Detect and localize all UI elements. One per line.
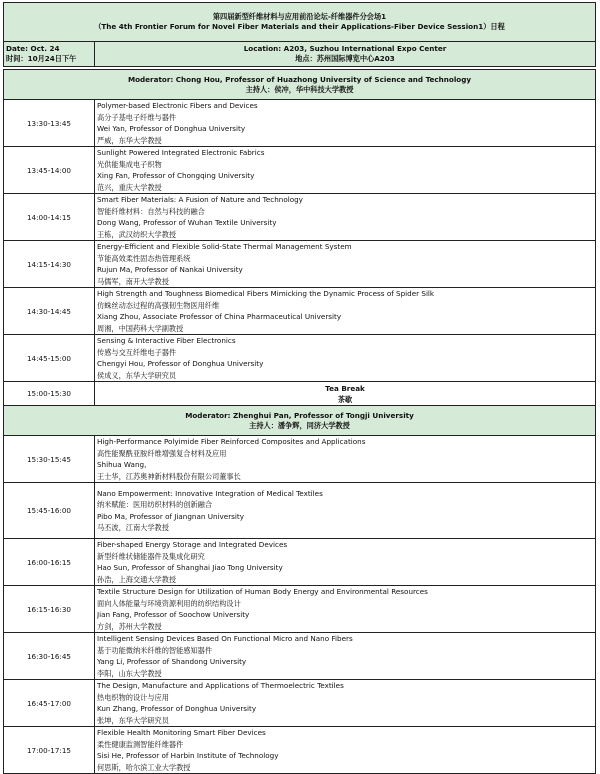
talk-time: 14:30-14:45	[4, 288, 95, 335]
talk-title-en: High Strength and Toughness Biomedical Fibers Mimicking the Dynamic Process of Spider Silk	[97, 289, 435, 298]
break-label-en: Tea Break	[325, 383, 365, 393]
talk-details	[95, 288, 596, 335]
talk-row	[4, 288, 596, 335]
talk-title-cn: 新型纤维状储能器件及集成化研究	[97, 551, 205, 561]
talk-title-en: Sunlight Powered Integrated Electronic Fabrics	[97, 148, 265, 157]
speaker-en: Shihua Wang,	[97, 460, 147, 469]
speaker-cn: 范兴，重庆大学教授	[97, 182, 162, 192]
date-cell	[4, 42, 95, 67]
page-title	[4, 3, 596, 42]
talk-row	[4, 586, 596, 633]
location-cn: 地点：苏州国际博览中心A203	[295, 54, 395, 63]
talk-title-cn: 节能高效柔性固态热管理系统	[97, 253, 191, 263]
date-cn: 时间：10月24日下午	[6, 54, 77, 63]
talk-time: 16:15-16:30	[4, 586, 95, 633]
talk-title-en: Nano Empowerment: Innovative Integration of Medical Textiles	[97, 488, 323, 498]
break-label-cn: 茶歇	[337, 394, 353, 404]
talk-row	[4, 633, 596, 680]
title-row	[4, 3, 596, 42]
moderator-row	[4, 406, 596, 436]
talk-title-en: Intelligent Sensing Devices Based On Functional Micro and Nano Fibers	[97, 634, 353, 643]
talk-details	[95, 100, 596, 147]
talk-row	[4, 680, 596, 727]
location-en: Location: A203, Suzhou International Expo Center	[243, 44, 447, 53]
speaker-cn: 张坤，东华大学研究员	[97, 715, 169, 725]
talk-time: 14:45-15:00	[4, 335, 95, 382]
title-en: （The 4th Frontier Forum for Novel Fiber Materials and their Applications-Fiber Device Session1）日程	[94, 22, 505, 31]
info-row	[4, 42, 596, 67]
break-cell	[95, 382, 596, 406]
talk-row	[4, 147, 596, 194]
moderator-cell	[4, 406, 596, 436]
talk-details	[95, 539, 596, 586]
talk-title-cn: 智能纤维材料：自然与科技的融合	[97, 206, 205, 216]
talk-row	[4, 100, 596, 147]
speaker-en: Dong Wang, Professor of Wuhan Textile University	[97, 218, 277, 227]
talk-details	[95, 586, 596, 633]
talk-title-cn: 传感与交互纤维电子器件	[97, 347, 177, 357]
talk-details	[95, 727, 596, 774]
speaker-en: Sisi He, Professor of Harbin Institute of Technology	[97, 751, 279, 760]
talk-title-en: Textile Structure Design for Utilization of Human Body Energy and Environmental Resources	[97, 587, 428, 596]
talk-title-en: High-Performance Polyimide Fiber Reinforced Composites and Applications	[97, 437, 366, 446]
moderator-en: Moderator: Chong Hou, Professor of Huazhong University of Science and Technology	[127, 74, 472, 84]
schedule-sheet	[3, 2, 595, 774]
talk-title-cn: 仿蛛丝动态过程的高强韧生物医用纤维	[97, 300, 220, 310]
talk-title-en: The Design, Manufacture and Applications of Thermoelectric Textiles	[97, 681, 344, 690]
talk-title-cn: 热电织物的设计与应用	[97, 692, 169, 702]
talk-title-en: Fiber-shaped Energy Storage and Integrated Devices	[97, 540, 288, 549]
speaker-en: Chengyi Hou, Professor of Donghua University	[97, 359, 264, 368]
break-row	[4, 382, 596, 406]
moderator-cn: 主持人：潘争辉，同济大学教授	[249, 420, 350, 430]
talk-details	[95, 335, 596, 382]
moderator-cn: 主持人：侯冲，华中科技大学教授	[245, 84, 354, 94]
talk-row	[4, 436, 596, 483]
talk-title-cn: 纳米赋能：医用纺织材料的创新融合	[97, 500, 213, 509]
speaker-cn: 何思斯，哈尔滨工业大学教授	[97, 762, 191, 772]
talk-title-en: Smart Fiber Materials: A Fusion of Nature and Technology	[97, 195, 303, 204]
talk-time: 13:30-13:45	[4, 100, 95, 147]
talk-title-cn: 面向人体能量与环境资源利用的纺织结构设计	[97, 598, 241, 608]
talk-details	[95, 147, 596, 194]
talk-time: 14:15-14:30	[4, 241, 95, 288]
talk-row	[4, 539, 596, 586]
break-time: 15:00-15:30	[4, 382, 95, 406]
talk-time: 15:30-15:45	[4, 436, 95, 483]
speaker-en: Kun Zhang, Professor of Donghua University	[97, 704, 257, 713]
speaker-cn: 孙浩，上海交通大学教授	[97, 574, 177, 584]
speaker-en: Jian Fang, Professor of Soochow University	[97, 610, 250, 619]
speaker-cn: 马丕波，江南大学教授	[97, 523, 169, 532]
talk-time: 14:00-14:15	[4, 194, 95, 241]
moderator-row	[4, 70, 596, 100]
speaker-en: Rujun Ma, Professor of Nankai University	[97, 265, 243, 274]
location-cell	[95, 42, 596, 67]
talk-details	[95, 194, 596, 241]
talk-title-en: Flexible Health Monitoring Smart Fiber Devices	[97, 728, 266, 737]
speaker-en: Pibo Ma, Professor of Jiangnan University	[97, 511, 244, 521]
speaker-cn: 马儒军，南开大学教授	[97, 276, 169, 286]
talk-title-en: Energy-Efficient and Flexible Solid-State Thermal Management System	[97, 242, 352, 251]
speaker-cn: 王士华，江苏奥神新材料股份有限公司董事长	[97, 471, 241, 481]
speaker-en: Yang Li, Professor of Shandong University	[97, 657, 247, 666]
talk-title-en: Polymer-based Electronic Fibers and Devices	[97, 101, 258, 110]
speaker-en: Xiang Zhou, Associate Professor of China Pharmaceutical University	[97, 312, 342, 321]
talk-title-cn: 柔性健康监测智能纤维器件	[97, 739, 184, 749]
speaker-cn: 周湘，中国药科大学副教授	[97, 323, 184, 333]
speaker-en: Hao Sun, Professor of Shanghai Jiao Tong University	[97, 563, 283, 572]
speaker-cn: 王栋，武汉纺织大学教授	[97, 229, 177, 239]
speaker-en: Wei Yan, Professor of Donghua University	[97, 124, 246, 133]
moderator-cell	[4, 70, 596, 100]
talk-row	[4, 241, 596, 288]
talk-time: 17:00-17:15	[4, 727, 95, 774]
moderator-en: Moderator: Zhenghui Pan, Professor of Tongji University	[185, 410, 414, 420]
talk-title-en: Sensing & Interactive Fiber Electronics	[97, 336, 236, 345]
talk-details	[95, 633, 596, 680]
talk-details	[95, 680, 596, 727]
talk-row	[4, 194, 596, 241]
speaker-cn: 李阳，山东大学教授	[97, 668, 162, 678]
talk-details	[95, 436, 596, 483]
talk-details	[95, 241, 596, 288]
date-en: Date: Oct. 24	[6, 44, 60, 53]
talk-time: 13:45-14:00	[4, 147, 95, 194]
talk-row	[4, 483, 596, 539]
speaker-en: Xing Fan, Professor of Chongqing University	[97, 171, 255, 180]
talk-title-cn: 光供能集成电子织物	[97, 159, 162, 169]
talk-title-cn: 高分子基电子纤维与器件	[97, 112, 177, 122]
speaker-cn: 严威，东华大学教授	[97, 135, 162, 145]
speaker-cn: 侯成义，东华大学研究员	[97, 370, 177, 380]
talk-time: 15:45-16:00	[4, 483, 95, 539]
talk-details	[95, 483, 596, 539]
title-cn: 第四届新型纤维材料与应用前沿论坛-纤维器件分会场1	[212, 12, 387, 21]
talk-title-cn: 高性能聚酰亚胺纤维增强复合材料及应用	[97, 448, 227, 458]
talk-time: 16:30-16:45	[4, 633, 95, 680]
talk-row	[4, 727, 596, 774]
talk-time: 16:00-16:15	[4, 539, 95, 586]
speaker-cn: 方剑，苏州大学教授	[97, 621, 162, 631]
talk-row	[4, 335, 596, 382]
talk-title-cn: 基于功能微纳米纤维的智能感知器件	[97, 645, 213, 655]
talk-time: 16:45-17:00	[4, 680, 95, 727]
schedule-table	[3, 2, 596, 774]
